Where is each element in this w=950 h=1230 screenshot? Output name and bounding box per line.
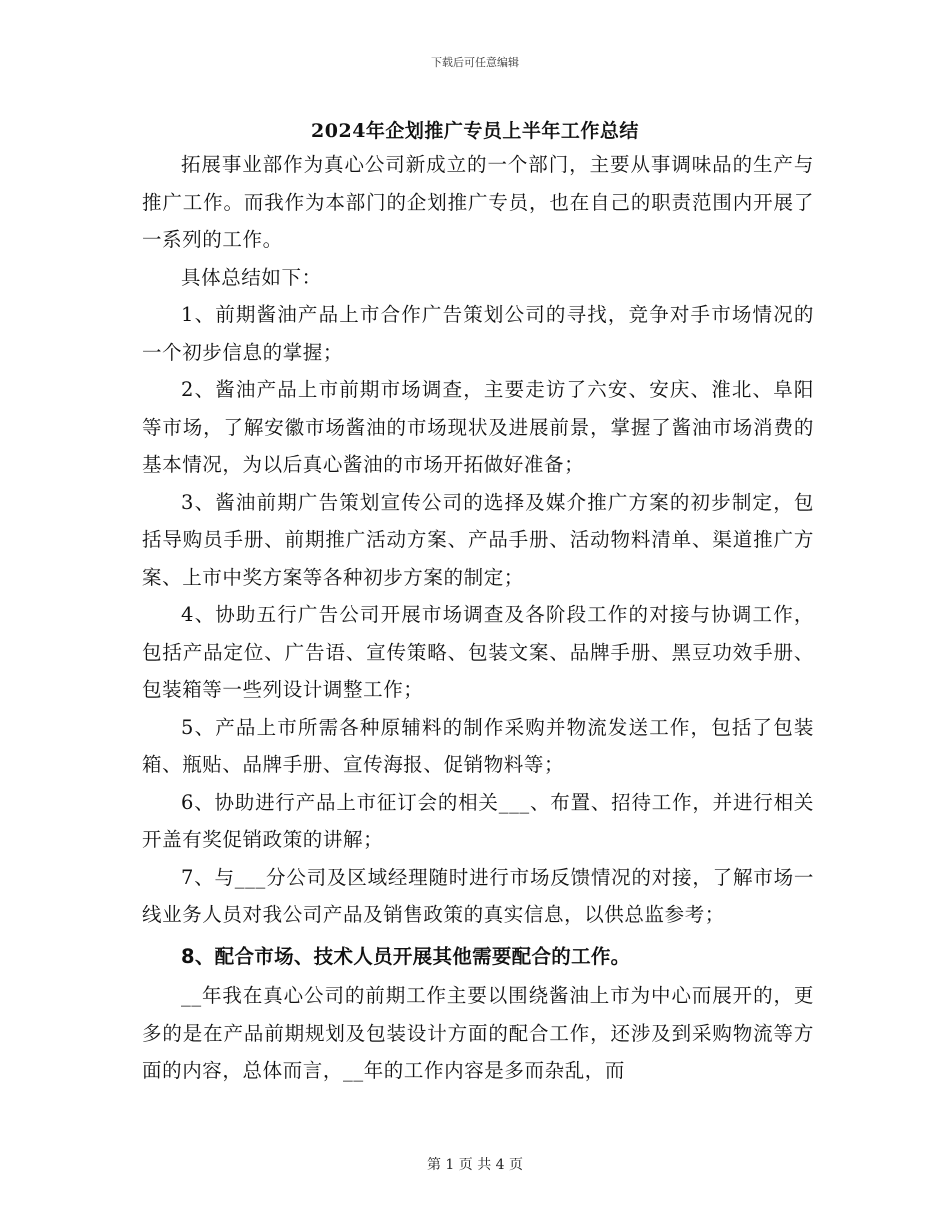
paragraph-item-3: 3、酱油前期广告策划宣传公司的选择及媒介推广方案的初步制定，包括导购员手册、前期推广活动方案、产品手册、活动物料清单、渠道推广方案、上市中奖方案等各种初步方案的制定； [142, 490, 814, 589]
document-title: 2024年企划推广专员上半年工作总结 [311, 120, 639, 142]
paragraph-item-4: 4、协助五行广告公司开展市场调查及各阶段工作的对接与协调工作，包括产品定位、广告语、宣传策略、包装文案、品牌手册、黑豆功效手册、包装箱等一些列设计调整工作； [142, 603, 814, 701]
paragraph-item-2: 2、酱油产品上市前期市场调查，主要走访了六安、安庆、淮北、阜阳等市场，了解安徽市场酱油的市场现状及进展前景，掌握了酱油市场消费的基本情况，为以后真心酱油的市场开拓做好准备； [142, 378, 814, 476]
paragraph-intro: 拓展事业部作为真心公司新成立的一个部门，主要从事调味品的生产与推广工作。而我作为本部门的企划推广专员，也在自己的职责范围内开展了一系列的工作。 [142, 153, 814, 251]
paragraph-item-5: 5、产品上市所需各种原辅料的制作采购并物流发送工作，包括了包装箱、瓶贴、品牌手册、宣传海报、促销物料等； [142, 715, 814, 776]
paragraph-item-6: 6、协助进行产品上市征订会的相关___、布置、招待工作，并进行相关开盖有奖促销政策的讲解； [142, 790, 814, 851]
document-body [142, 146, 814, 1090]
paragraph-item-1: 1、前期酱油产品上市合作广告策划公司的寻找，竞争对手市场情况的一个初步信息的掌握； [142, 303, 814, 364]
paragraph-item-7: 7、与___分公司及区域经理随时进行市场反馈情况的对接，了解市场一线业务人员对我公司产品及销售政策的真实信息，以供总监参考； [142, 865, 814, 926]
header-note: 下载后可任意编辑 [431, 56, 519, 69]
paragraph-conclusion: __年我在真心公司的前期工作主要以围绕酱油上市为中心而展开的，更多的是在产品前期规划及包装设计方面的配合工作，还涉及到采购物流等方面的内容，总体而言，__年的工作内容是多而杂乱，而 [142, 984, 814, 1082]
paragraph-summary-lead: 具体总结如下： [181, 265, 322, 289]
page-number: 第 1 页 共 4 页 [426, 1157, 524, 1173]
paragraph-item-8: 8、配合市场、技术人员开展其他需要配合的工作。 [181, 944, 631, 968]
